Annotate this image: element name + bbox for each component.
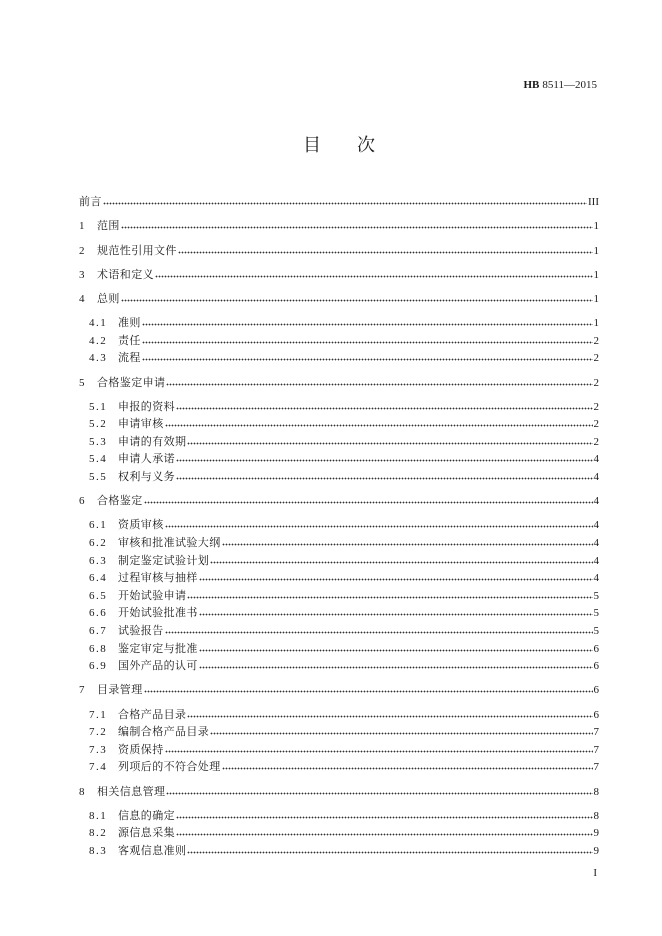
toc-entry-number: 5.2	[89, 418, 108, 431]
toc-entry	[79, 707, 599, 725]
toc-dot-leader	[187, 843, 592, 861]
toc-dot-leader	[176, 451, 593, 469]
toc-entry	[79, 333, 599, 351]
toc-entry-title: 责任	[118, 334, 141, 347]
toc-entry	[79, 291, 599, 309]
toc-entry	[79, 742, 599, 760]
toc-entry-page: 7	[593, 726, 599, 739]
toc-entry-number: 7.2	[89, 726, 108, 739]
toc-entry-title: 客观信息准则	[118, 844, 187, 857]
toc-entry	[79, 553, 599, 571]
standard-code	[524, 78, 598, 92]
toc-entry	[79, 588, 599, 606]
toc-title: 目 次	[303, 135, 375, 155]
toc-dot-leader	[178, 243, 593, 261]
toc-entry-page: 1	[593, 317, 599, 330]
toc-entry-number: 8.1	[89, 809, 108, 822]
toc-entry	[79, 399, 599, 417]
toc-entry-title: 制定鉴定试验计划	[118, 554, 210, 567]
toc-dot-leader	[187, 588, 592, 606]
toc-entry	[79, 641, 599, 659]
toc-entry-number: 1	[79, 220, 85, 233]
toc-dot-leader	[121, 218, 593, 236]
toc-entry	[79, 315, 599, 333]
page-number: I	[593, 867, 597, 879]
toc-entry-number: 7	[79, 684, 85, 697]
toc-entry-title: 资质审核	[118, 519, 164, 532]
toc-dot-leader	[142, 333, 593, 351]
toc-entry-number: 8.3	[89, 844, 108, 857]
toc-entry-number: 5.4	[89, 453, 108, 466]
toc-entry	[79, 535, 599, 553]
toc-dot-leader	[210, 724, 592, 742]
toc-entry-page: 6	[593, 660, 599, 673]
toc-dot-leader	[222, 535, 593, 553]
toc-entry-page: 9	[593, 844, 599, 857]
toc-entry	[79, 658, 599, 676]
toc-entry-page: 4	[593, 471, 599, 484]
toc-entry-page: 1	[593, 268, 599, 281]
toc-entry-title: 审核和批准试验大纲	[118, 537, 221, 550]
toc-entry-number: 6.3	[89, 554, 108, 567]
toc-entry	[79, 843, 599, 861]
toc-dot-leader	[176, 825, 593, 843]
toc-entry	[79, 623, 599, 641]
toc-entry-title: 合格鉴定	[97, 495, 143, 508]
toc-entry	[79, 375, 599, 393]
toc-entry-page: 2	[593, 435, 599, 448]
toc-dot-leader	[166, 375, 592, 393]
toc-dot-leader	[199, 605, 593, 623]
toc-dot-leader	[176, 808, 593, 826]
toc-entry-number: 2	[79, 244, 85, 257]
toc-dot-leader	[199, 570, 593, 588]
toc-entry	[79, 350, 599, 368]
toc-entry-page: 4	[593, 537, 599, 550]
toc-entry-title: 术语和定义	[97, 268, 154, 281]
toc-entry-page: 6	[593, 642, 599, 655]
toc-entry-number: 5.3	[89, 435, 108, 448]
toc-entry	[79, 605, 599, 623]
toc-entry-number: 6	[79, 495, 85, 508]
toc-entry-page: 6	[593, 684, 599, 697]
toc-entry-number: 7.4	[89, 761, 108, 774]
toc-entry-title: 列项后的不符合处理	[118, 761, 221, 774]
toc-dot-leader	[176, 399, 593, 417]
toc-entry-title: 前言	[79, 196, 102, 209]
toc-entry-number: 6.9	[89, 660, 108, 673]
toc-entry	[79, 517, 599, 535]
toc-entry-title: 总则	[97, 292, 120, 305]
toc-entry-page: 1	[593, 292, 599, 305]
toc-entry	[79, 808, 599, 826]
toc-entry-page: 1	[593, 244, 599, 257]
toc-entry-page: 2	[593, 418, 599, 431]
toc-entry-page: 8	[593, 809, 599, 822]
toc-entry	[79, 784, 599, 802]
toc-entry-number: 6.7	[89, 625, 108, 637]
toc-entry-number: 3	[79, 268, 85, 281]
toc-dot-leader	[222, 759, 593, 777]
toc-entry-number: 4.3	[89, 352, 108, 365]
toc-dot-leader	[165, 416, 593, 434]
toc-dot-leader	[187, 707, 592, 725]
toc-entry-number: 4.2	[89, 334, 108, 347]
toc-entry-page: 2	[593, 352, 599, 365]
toc-entry	[79, 218, 599, 236]
toc-entry-title: 源信息采集	[118, 827, 175, 840]
toc-entry	[79, 469, 599, 487]
toc-entry-page: 4	[593, 453, 599, 466]
toc-entry-title: 鉴定审定与批准	[118, 642, 198, 655]
toc-entry-number: 6.8	[89, 642, 108, 655]
toc-entry-page: 4	[593, 519, 599, 532]
standard-code-number: 8511—2015	[542, 79, 597, 91]
toc-entry-title: 信息的确定	[118, 809, 175, 822]
toc-dot-leader	[144, 682, 593, 700]
toc-entry-title: 开始试验批准书	[118, 607, 198, 620]
toc-entry	[79, 194, 599, 212]
toc-entry	[79, 434, 599, 452]
toc-entry-title: 国外产品的认可	[118, 660, 198, 673]
toc-entry-page: 2	[593, 376, 599, 389]
toc-entry-number: 5.5	[89, 471, 108, 484]
toc-entry-title: 申请的有效期	[118, 435, 187, 448]
toc-entry-page: 2	[593, 400, 599, 413]
toc-entry-page: 5	[593, 625, 599, 637]
toc-dot-leader	[176, 469, 593, 487]
toc-entry	[79, 416, 599, 434]
toc-entry	[79, 243, 599, 261]
toc-entry-page: 5	[593, 589, 599, 602]
toc-entry	[79, 493, 599, 511]
toc-entry-number: 7.1	[89, 708, 108, 721]
toc-entry	[79, 724, 599, 742]
toc-entry-number: 8	[79, 785, 85, 798]
toc-dot-leader	[165, 517, 593, 535]
toc-dot-leader	[187, 434, 592, 452]
toc-dot-leader	[155, 267, 593, 285]
toc-entry	[79, 759, 599, 777]
toc-entry-title: 申请人承诺	[118, 453, 175, 466]
toc-entry-number: 6.6	[89, 607, 108, 620]
toc-entry-page: 1	[593, 220, 599, 233]
toc-entry-number: 8.2	[89, 827, 108, 840]
standard-code-prefix: HB	[523, 79, 540, 91]
toc-entry-title: 流程	[118, 352, 141, 365]
toc-entry-title: 合格鉴定申请	[97, 376, 166, 389]
toc-entry-number: 6.5	[89, 589, 108, 602]
toc-dot-leader	[144, 493, 593, 511]
toc-entry	[79, 267, 599, 285]
toc-entry-page: 4	[593, 495, 599, 508]
toc-entry-page: 5	[593, 607, 599, 620]
toc-entry-title: 资质保持	[118, 743, 164, 756]
toc-entry-page: 8	[593, 785, 599, 798]
toc-entry-page: III	[588, 196, 599, 209]
toc-entry-number: 6.2	[89, 537, 108, 550]
toc-entry	[79, 682, 599, 700]
toc-dot-leader	[103, 194, 587, 212]
toc-dot-leader	[142, 315, 593, 333]
toc-entry-page: 6	[593, 708, 599, 721]
toc-entry-number: 4.1	[89, 317, 108, 330]
toc-entry-title: 规范性引用文件	[97, 244, 177, 257]
toc-entry-number: 7.3	[89, 743, 108, 756]
toc-entry-page: 4	[593, 572, 599, 585]
toc-entry-number: 5	[79, 376, 85, 389]
toc-dot-leader	[165, 742, 593, 760]
toc-entry-page: 2	[593, 334, 599, 347]
toc-dot-leader	[165, 623, 593, 641]
toc-entry-title: 目录管理	[97, 684, 143, 697]
toc-entry-page: 7	[593, 761, 599, 774]
toc-entry-title: 试验报告	[118, 625, 164, 637]
toc-entry-title: 编制合格产品目录	[118, 726, 210, 739]
toc-entry-page: 7	[593, 743, 599, 756]
toc-dot-leader	[199, 641, 593, 659]
toc-entry	[79, 451, 599, 469]
toc-dot-leader	[210, 553, 592, 571]
toc-dot-leader	[166, 784, 592, 802]
toc-dot-leader	[142, 350, 593, 368]
toc-entry-page: 4	[593, 554, 599, 567]
toc-entry-title: 相关信息管理	[97, 785, 166, 798]
toc-entry-title: 范围	[97, 220, 120, 233]
toc-entry	[79, 570, 599, 588]
toc-entry-page: 9	[593, 827, 599, 840]
toc-entry-title: 申报的资料	[118, 400, 175, 413]
table-of-contents	[79, 188, 599, 861]
toc-entry-title: 开始试验申请	[118, 589, 187, 602]
toc-entry-number: 5.1	[89, 400, 108, 413]
toc-entry-number: 6.4	[89, 572, 108, 585]
toc-entry-title: 合格产品目录	[118, 708, 187, 721]
toc-entry	[79, 825, 599, 843]
toc-entry-number: 6.1	[89, 519, 108, 532]
toc-entry-title: 申请审核	[118, 418, 164, 431]
toc-dot-leader	[199, 658, 593, 676]
toc-entry-title: 准则	[118, 317, 141, 330]
toc-entry-number: 4	[79, 292, 85, 305]
toc-entry-title: 过程审核与抽样	[118, 572, 198, 585]
toc-entry-title: 权利与义务	[118, 471, 175, 484]
toc-dot-leader	[121, 291, 593, 309]
